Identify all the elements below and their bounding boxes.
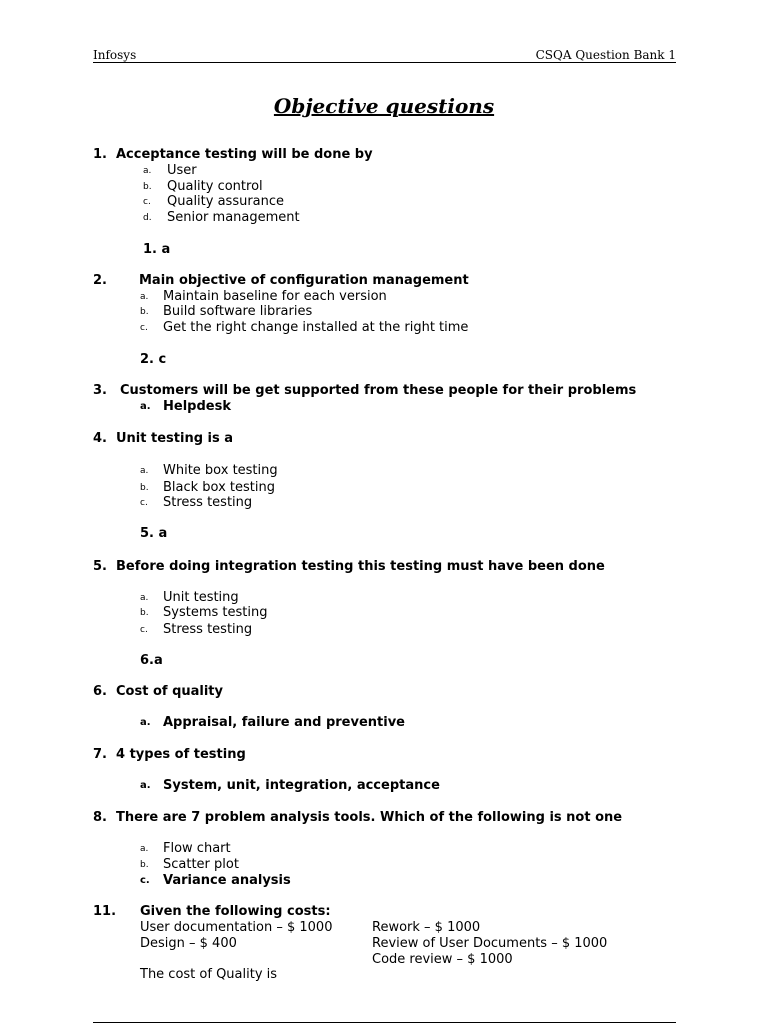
q6-number: 6.: [93, 684, 107, 699]
q4-opt-c: Stress testing: [163, 495, 253, 510]
q1-answer: 1. a: [143, 242, 171, 257]
q2-opt-a: Maintain baseline for each version: [163, 289, 387, 304]
q1-opt-d: Senior management: [167, 210, 300, 225]
q8-opt-c: Variance analysis: [163, 873, 291, 888]
q5-number: 5.: [93, 559, 107, 574]
q1-opt-a-marker: a.: [143, 166, 152, 176]
q8-opt-a: Flow chart: [163, 841, 231, 856]
q1-opt-c: Quality assurance: [167, 194, 285, 209]
q6-text: Cost of quality: [116, 684, 223, 699]
q4-opt-b-marker: b.: [140, 483, 149, 493]
q4-text: Unit testing is a: [116, 431, 234, 446]
q5-opt-a-marker: a.: [140, 593, 149, 603]
q2-opt-b-marker: b.: [140, 307, 149, 317]
q2-opt-c-marker: c.: [140, 323, 148, 333]
q8-text: There are 7 problem analysis tools. Which of the following is not one: [116, 810, 623, 825]
q5-opt-c-marker: c.: [140, 625, 148, 635]
q8-number: 8.: [93, 810, 107, 825]
q7-opt-a: System, unit, integration, acceptance: [163, 778, 440, 793]
q5-opt-b: Systems testing: [163, 605, 268, 620]
q11-text: Given the following costs:: [140, 904, 331, 919]
q5-answer: 6.a: [140, 653, 163, 668]
q7-text: 4 types of testing: [116, 747, 246, 762]
q11-cost-user-doc: User documentation – $ 1000: [140, 920, 333, 935]
q4-opt-a: White box testing: [163, 463, 278, 478]
q11-question: The cost of Quality is: [140, 967, 278, 982]
q5-text: Before doing integration testing this testing must have been done: [116, 559, 605, 574]
q2-text: Main objective of configuration management: [139, 273, 469, 288]
page-header: [93, 46, 676, 63]
q1-opt-b-marker: b.: [143, 182, 152, 192]
q2-opt-a-marker: a.: [140, 292, 149, 302]
q8-opt-a-marker: a.: [140, 844, 149, 854]
q1-opt-d-marker: d.: [143, 213, 152, 223]
q4-answer: 5. a: [140, 526, 168, 541]
q3-opt-a: Helpdesk: [163, 399, 231, 414]
header-left: Infosys: [93, 48, 137, 62]
q11-number: 11.: [93, 904, 117, 919]
header-right: CSQA Question Bank 1: [535, 48, 676, 62]
q4-opt-b: Black box testing: [163, 480, 276, 495]
q11-cost-design: Design – $ 400: [140, 936, 237, 951]
q8-opt-b-marker: b.: [140, 860, 149, 870]
q4-opt-c-marker: c.: [140, 498, 148, 508]
q3-number: 3.: [93, 383, 107, 398]
q8-opt-c-marker: c.: [140, 875, 150, 886]
q3-opt-a-marker: a.: [140, 401, 151, 412]
q1-opt-b: Quality control: [167, 179, 263, 194]
q1-text: Acceptance testing will be done by: [116, 147, 373, 162]
q5-opt-c: Stress testing: [163, 622, 253, 637]
q5-opt-a: Unit testing: [163, 590, 239, 605]
page-title: Objective questions: [273, 94, 495, 118]
q4-opt-a-marker: a.: [140, 466, 149, 476]
q1-opt-c-marker: c.: [143, 197, 151, 207]
q5-opt-b-marker: b.: [140, 608, 149, 618]
q1-opt-a: User: [167, 163, 197, 178]
footer-divider: [93, 1022, 676, 1023]
q7-opt-a-marker: a.: [140, 780, 151, 791]
q1-number: 1.: [93, 147, 107, 162]
q4-number: 4.: [93, 431, 107, 446]
q3-text: Customers will be get supported from these people for their problems: [120, 383, 637, 398]
q2-answer: 2. c: [140, 352, 167, 367]
q2-opt-b: Build software libraries: [163, 304, 313, 319]
q11-cost-review: Review of User Documents – $ 1000: [372, 936, 608, 951]
q8-opt-b: Scatter plot: [163, 857, 239, 872]
q11-cost-code-review: Code review – $ 1000: [372, 952, 513, 967]
q7-number: 7.: [93, 747, 107, 762]
q6-opt-a: Appraisal, failure and preventive: [163, 715, 405, 730]
q2-number: 2.: [93, 273, 107, 288]
q2-opt-c: Get the right change installed at the right time: [163, 320, 469, 335]
q6-opt-a-marker: a.: [140, 717, 151, 728]
q11-cost-rework: Rework – $ 1000: [372, 920, 481, 935]
